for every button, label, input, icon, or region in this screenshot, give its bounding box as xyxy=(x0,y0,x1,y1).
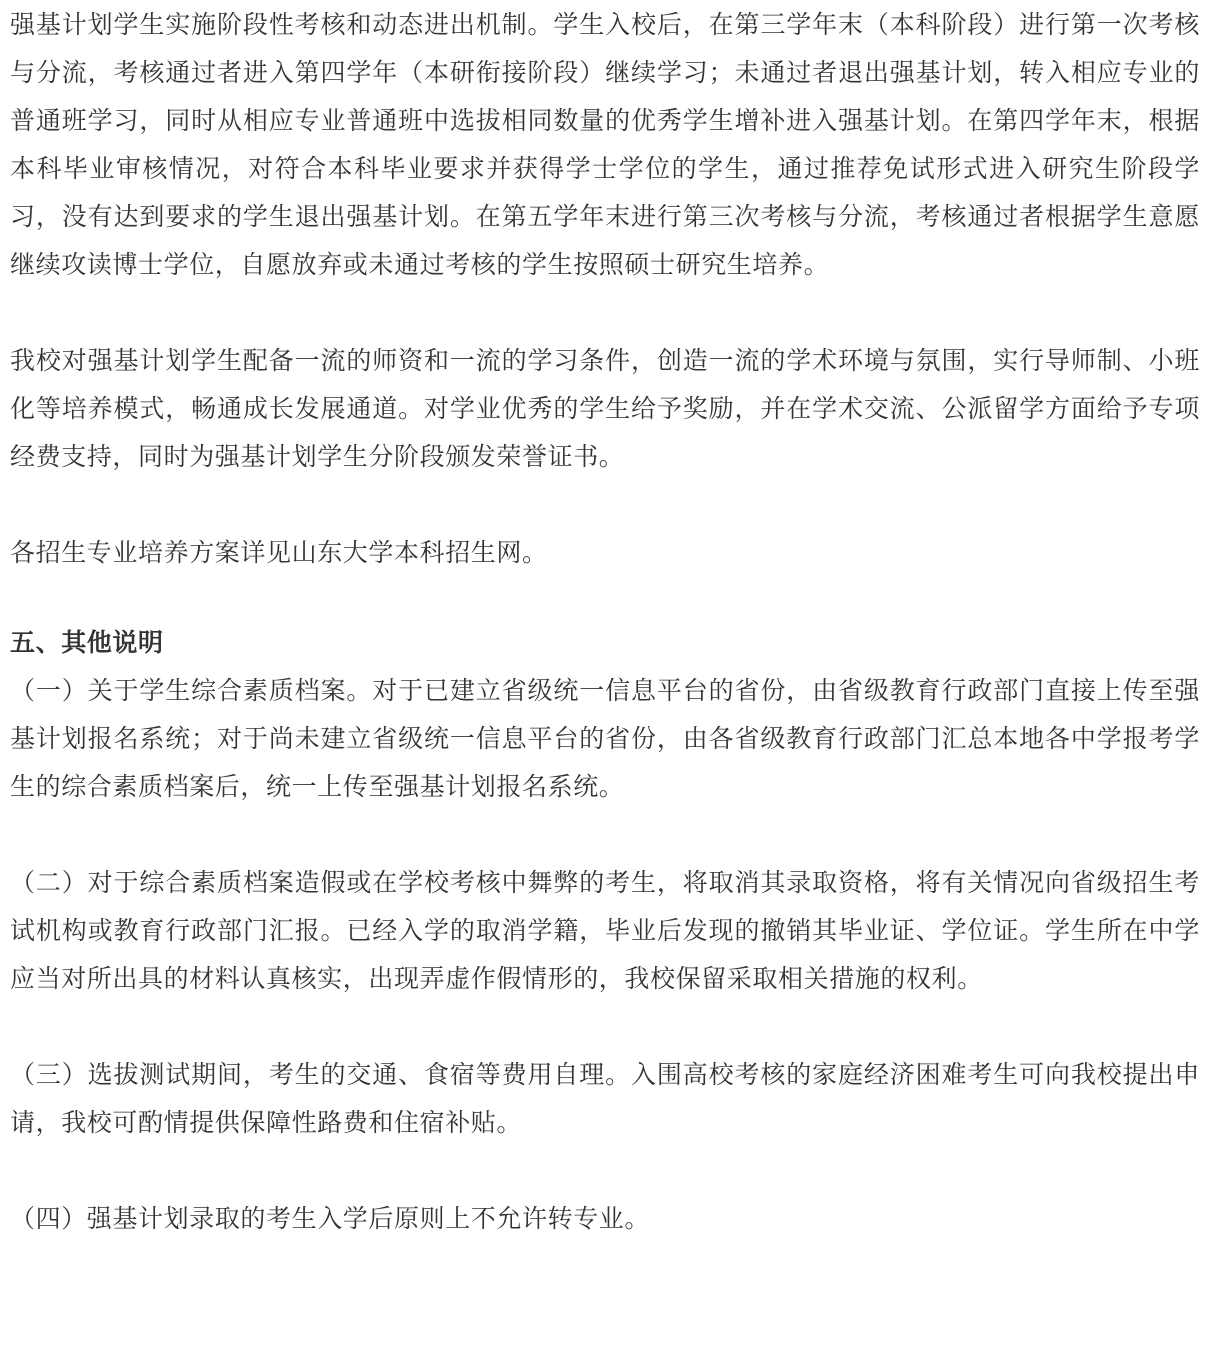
note-item-4: （四）强基计划录取的考生入学后原则上不允许转专业。 xyxy=(10,1204,651,1233)
note-item-2: （二）对于综合素质档案造假或在学校考核中舞弊的考生，将取消其录取资格，将有关情况向省级招生考试机构或教育行政部门汇报。已经入学的取消学籍，毕业后发现的撤销其毕业证、学位证。学生所在中学应当对所出具的材料认真核实，出现弄虚作假情形的，我校保留采取相关措施的权利。 xyxy=(10,868,1200,993)
note-item-3: （三）选拔测试期间，考生的交通、食宿等费用自理。入围高校考核的家庭经济困难考生可向我校提出申请，我校可酌情提供保障性路费和住宿补贴。 xyxy=(10,1060,1200,1137)
note-item-1: （一）关于学生综合素质档案。对于已建立省级统一信息平台的省份，由省级教育行政部门直接上传至强基计划报名系统；对于尚未建立省级统一信息平台的省份，由各省级教育行政部门汇总本地各中学报考学生的综合素质档案后，统一上传至强基计划报名系统。 xyxy=(10,676,1200,801)
paragraph-gap xyxy=(10,1003,1200,1051)
section-heading-other-notes: 五、其他说明 xyxy=(10,628,164,657)
document-body xyxy=(0,1,1222,1347)
paragraph-gap xyxy=(10,577,1200,619)
paragraph-gap xyxy=(10,289,1200,337)
paragraph-gap xyxy=(10,811,1200,859)
paragraph-gap xyxy=(10,481,1200,529)
paragraph-training-conditions: 我校对强基计划学生配备一流的师资和一流的学习条件，创造一流的学术环境与氛围，实行导师制、小班化等培养模式，畅通成长发展通道。对学业优秀的学生给予奖励，并在学术交流、公派留学方面给予专项经费支持，同时为强基计划学生分阶段颁发荣誉证书。 xyxy=(10,346,1200,471)
paragraph-assessment-mechanism: 强基计划学生实施阶段性考核和动态进出机制。学生入校后，在第三学年末（本科阶段）进行第一次考核与分流，考核通过者进入第四学年（本研衔接阶段）继续学习；未通过者退出强基计划，转入相应专业的普通班学习，同时从相应专业普通班中选拔相同数量的优秀学生增补进入强基计划。在第四学年末，根据本科毕业审核情况，对符合本科毕业要求并获得学士学位的学生，通过推荐免试形式进入研究生阶段学习，没有达到要求的学生退出强基计划。在第五学年末进行第三次考核与分流，考核通过者根据学生意愿继续攻读博士学位，自愿放弃或未通过考核的学生按照硕士研究生培养。 xyxy=(10,10,1200,279)
paragraph-gap xyxy=(10,1147,1200,1195)
paragraph-training-plan-link: 各招生专业培养方案详见山东大学本科招生网。 xyxy=(10,538,548,567)
